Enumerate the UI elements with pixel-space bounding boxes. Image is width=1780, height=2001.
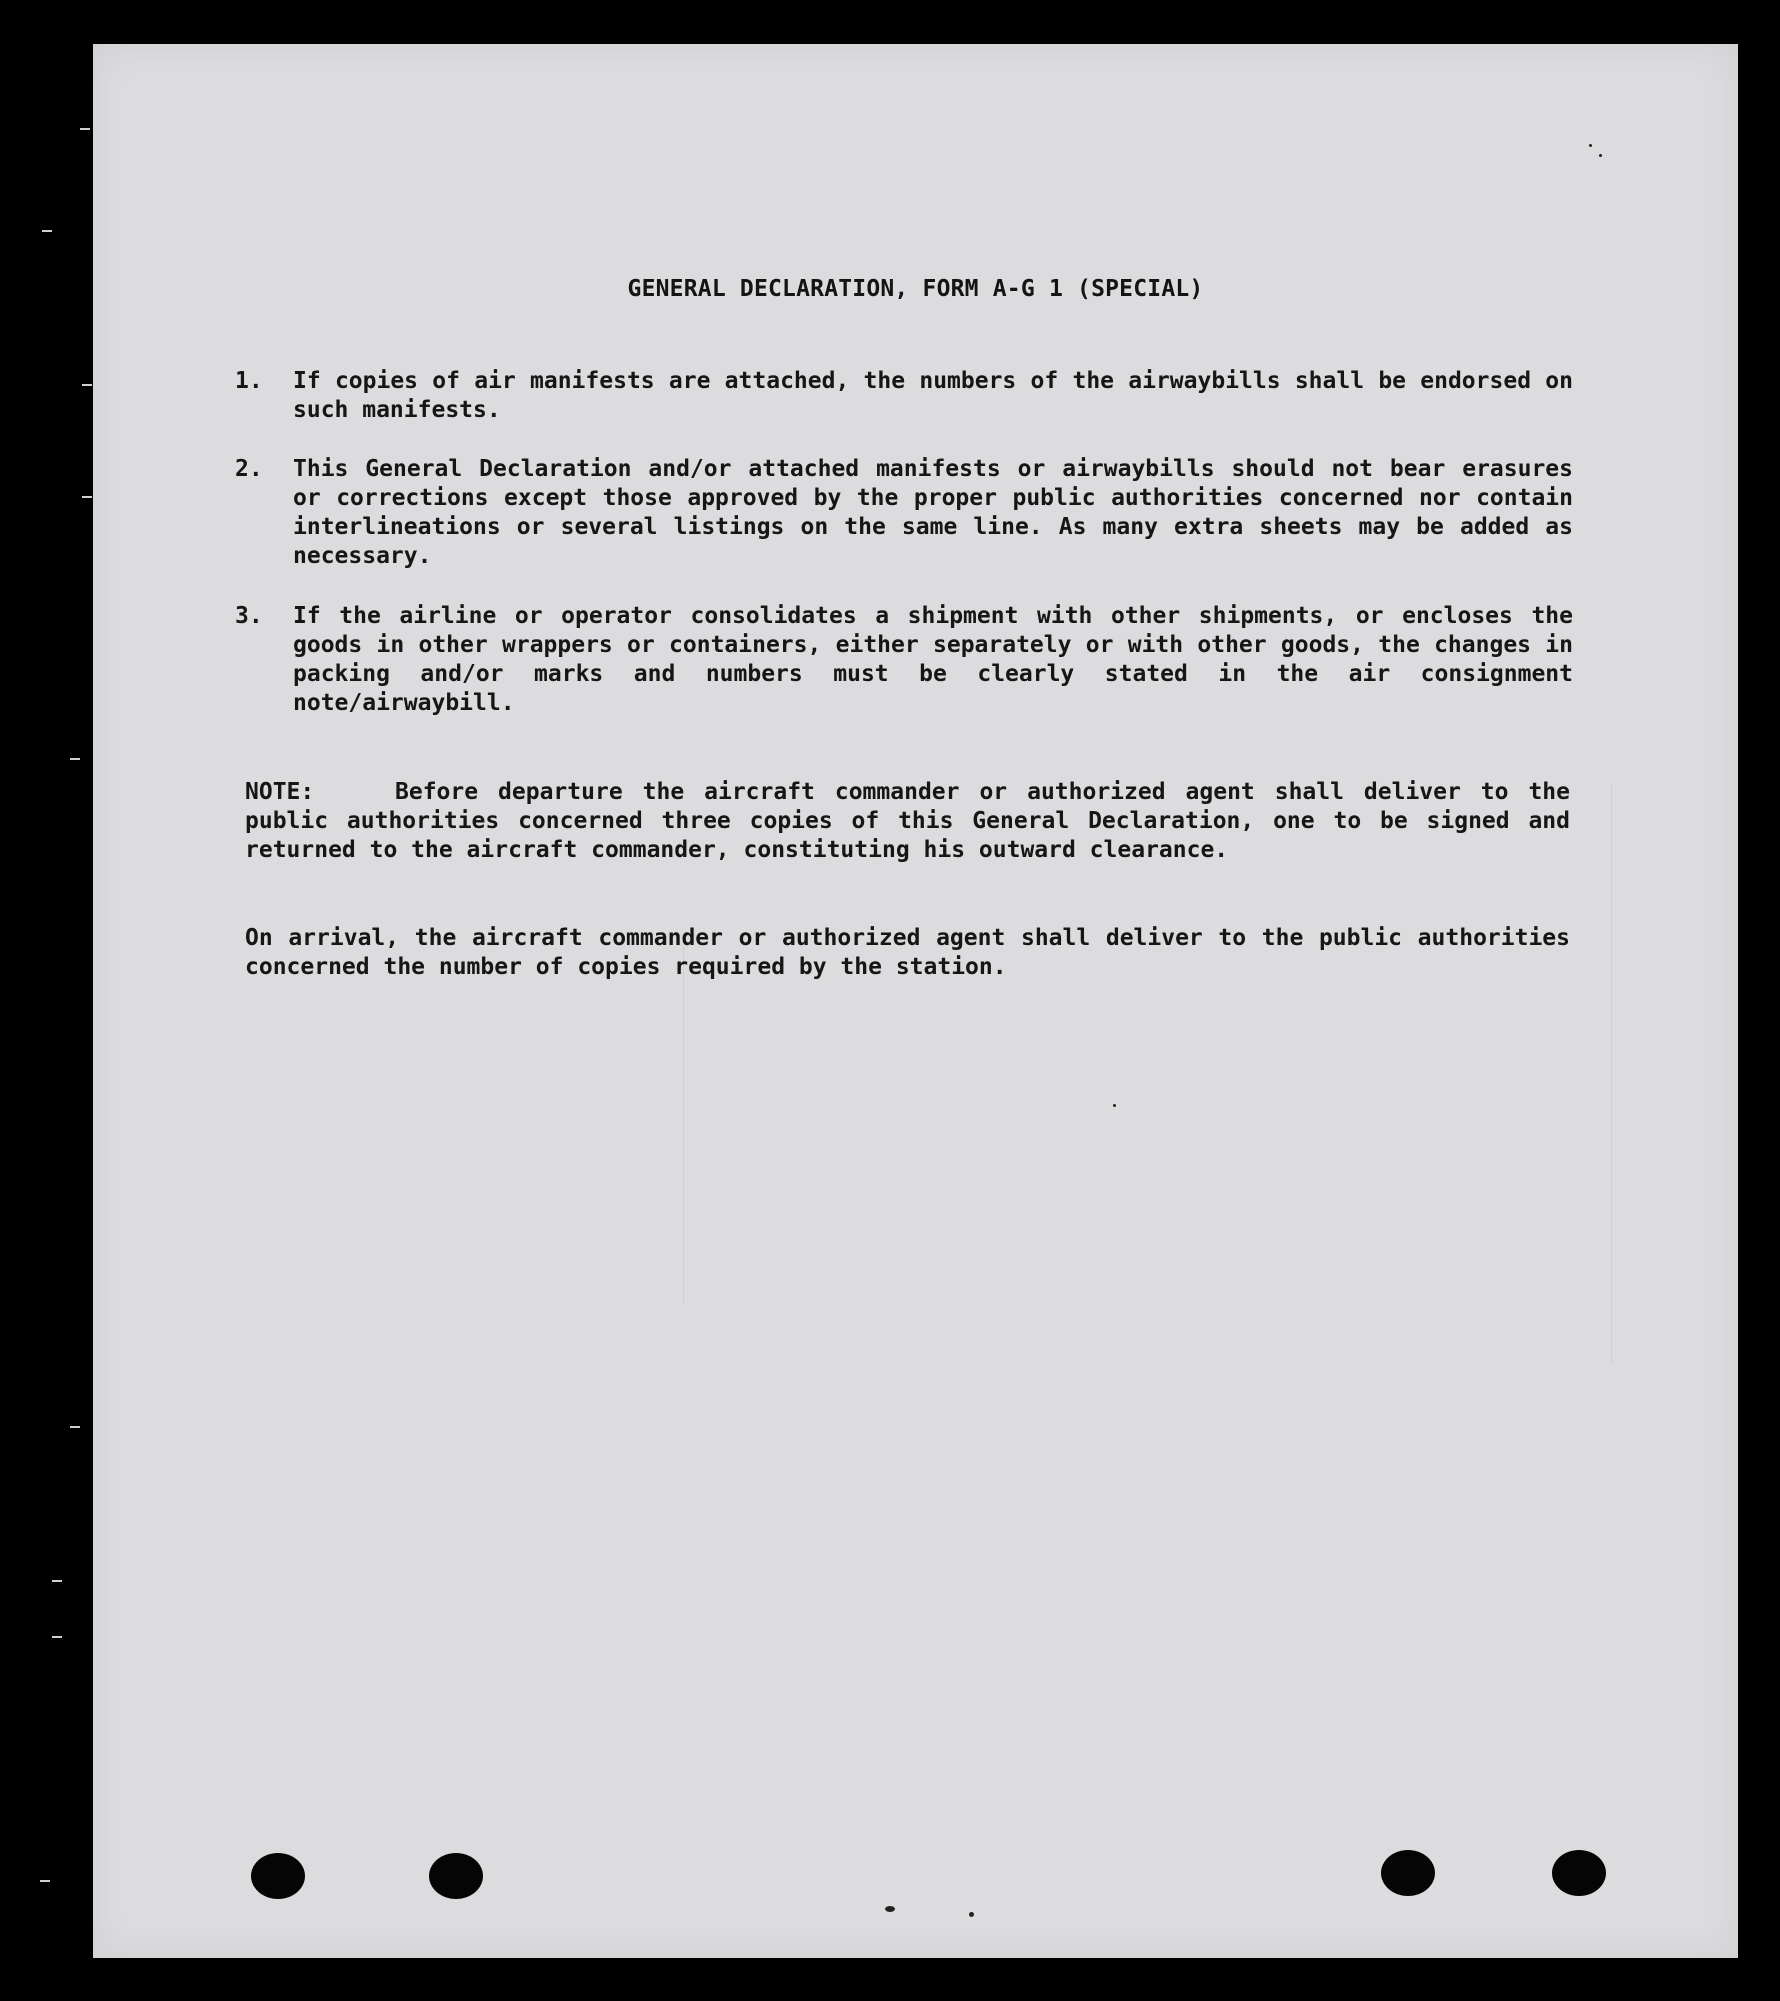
scan-speck: [1589, 144, 1592, 147]
scan-edge-mark: [70, 758, 80, 760]
punch-hole: [251, 1853, 305, 1899]
bleed-through-line: [683, 944, 684, 1304]
list-item-number: 3.: [235, 603, 263, 629]
list-item-number: 1.: [235, 368, 263, 394]
scan-edge-mark: [82, 496, 92, 498]
list-item-text: If copies of air manifests are attached, the numbers of the airwaybills shall be endorsed on such manifests.: [293, 368, 1573, 423]
arrival-paragraph: On arrival, the aircraft commander or authorized agent shall deliver to the public authorities concerned the number of copies required by the station.: [245, 925, 1570, 980]
bleed-through-line: [1611, 784, 1612, 1364]
scan-edge-mark: [40, 1880, 50, 1882]
list-item-text: If the airline or operator consolidates a shipment with other shipments, or encloses the goods in other wrappers or containers, either separately or with other goods, the changes in packing and/or marks and numbers must be clearly stated in the air consignment note/airwaybill.: [293, 603, 1573, 716]
scan-speck: [1599, 154, 1602, 157]
scan-edge-mark: [52, 1580, 62, 1582]
punch-hole: [1381, 1850, 1435, 1896]
note-text: Before departure the aircraft commander or authorized agent shall deliver to the public authorities concerned three copies of this General Declaration, one to be signed and returned to the aircraft commander, constituting his outward clearance.: [245, 779, 1570, 863]
scan-speck: [969, 1912, 974, 1917]
scan-speck: [885, 1906, 895, 1912]
scan-speck: [1113, 1104, 1116, 1107]
punch-hole: [1552, 1850, 1606, 1896]
scan-edge-mark: [42, 230, 52, 232]
list-item-text: This General Declaration and/or attached manifests or airwaybills should not bear erasures or corrections except those approved by the proper public authorities concerned nor contain interlineations or several listings on the same line. As many extra sheets may be added as necessary.: [293, 456, 1573, 569]
note-paragraph: [245, 778, 1570, 865]
list-item-number: 2.: [235, 456, 263, 482]
document-title: GENERAL DECLARATION, FORM A-G 1 (SPECIAL): [627, 276, 1204, 302]
scan-edge-mark: [70, 1426, 80, 1428]
scan-edge-mark: [82, 384, 92, 386]
scan-edge-mark: [52, 1636, 62, 1638]
note-label: NOTE:: [245, 779, 315, 805]
punch-hole: [429, 1853, 483, 1899]
scan-edge-mark: [80, 128, 90, 130]
document-page: [93, 44, 1738, 1958]
